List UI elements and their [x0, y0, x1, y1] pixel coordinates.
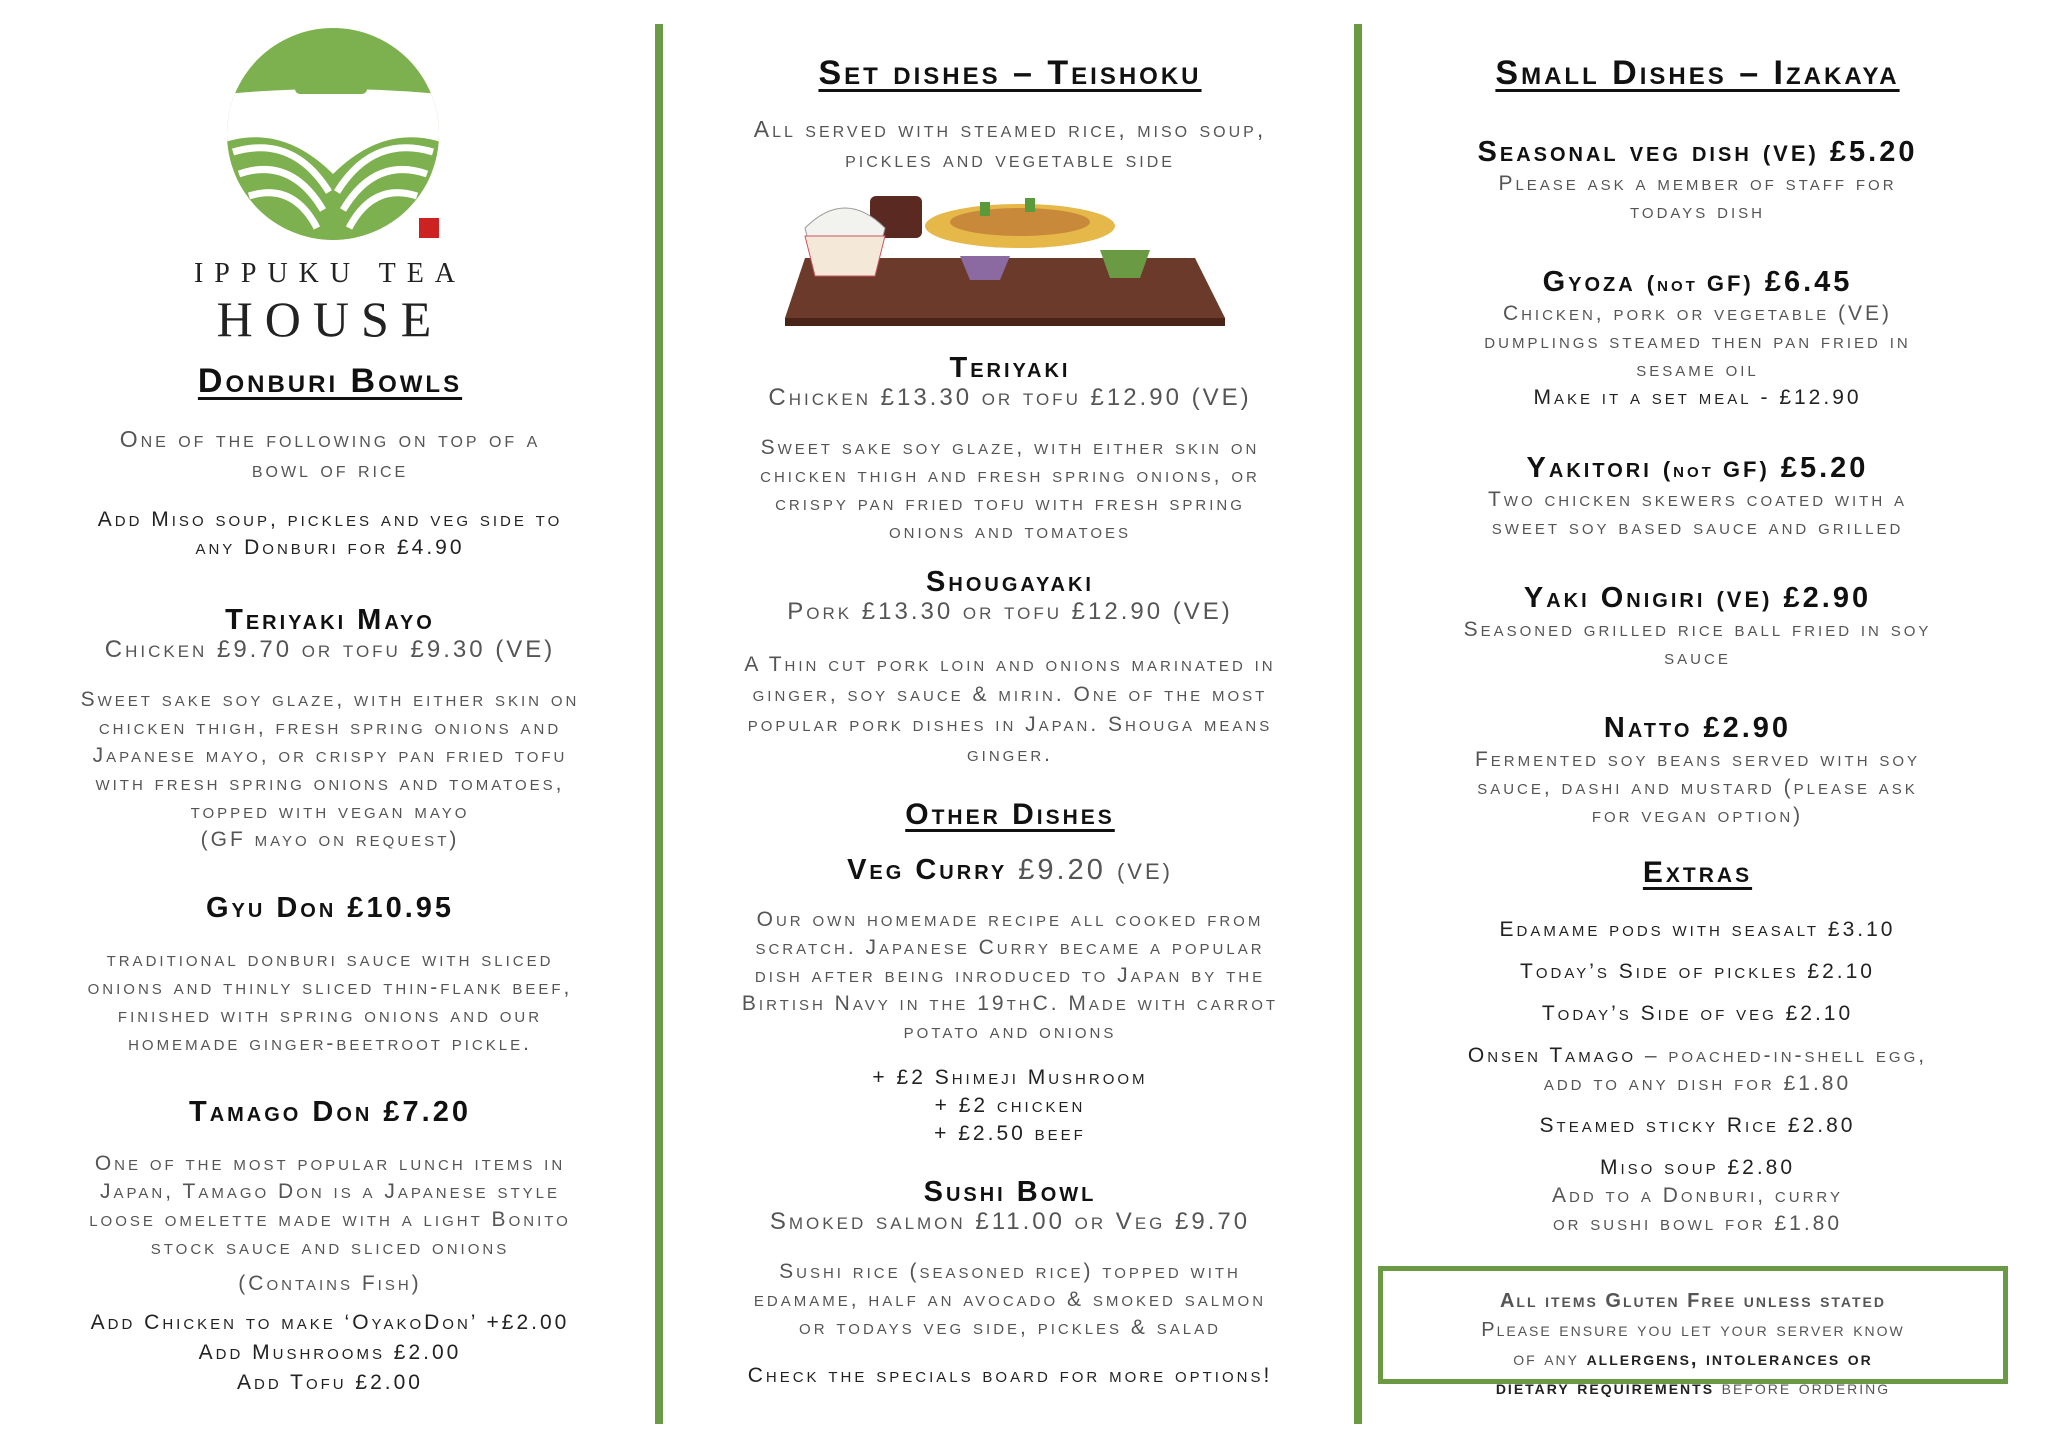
- brand-line-1: IPPUKU TEA: [193, 258, 467, 289]
- seasonal-veg-title: Seasonal veg dish (VE) £5.20: [1477, 136, 1918, 168]
- extra-edamame: Edamame pods with seasalt £3.10: [1499, 918, 1896, 941]
- gyu-don-title: Gyu Don £10.95: [205, 892, 455, 924]
- teriyaki-mayo-price: Chicken £9.70 or tofu £9.30 (VE): [104, 636, 556, 663]
- gyu-don-desc: traditional donburi sauce with sliced onions and thinly sliced thin-flank beef, finished with spring onions and our homemade ginger-beetroot pickle.: [87, 948, 573, 1055]
- extra-sticky-rice: Steamed sticky Rice £2.80: [1539, 1114, 1856, 1137]
- donburi-column: [40, 0, 620, 1448]
- natto-title: Natto £2.90: [1603, 712, 1792, 744]
- shougayaki-title: Shougayaki: [926, 566, 1094, 598]
- teishoku-tray-illustration: [775, 188, 1235, 338]
- teriyaki-mayo-desc: Sweet sake soy glaze, with either skin on chicken thigh, fresh spring onions and Japanese mayo, or crispy pan fried tofu with fresh spring onions and tomatoes, topped with vegan mayo (GF mayo on request): [80, 688, 580, 851]
- sushi-bowl-desc: Sushi rice (seasoned rice) topped with edamame, half an avocado & smoked salmon or todays veg side, pickles & salad: [753, 1260, 1267, 1339]
- gyoza-title: Gyoza (not GF) £6.45: [1542, 266, 1853, 298]
- donburi-intro: One of the following on top of a bowl of rice: [119, 426, 541, 482]
- allergen-notice: All items Gluten Free unless stated Please ensure you let your server know of any allergens, intolerances or dietary requirements before ordering: [1378, 1266, 2008, 1384]
- extras-heading: Extras: [1642, 856, 1753, 889]
- teriyaki-set-desc: Sweet sake soy glaze, with either skin on chicken thigh and fresh spring onions, or crispy pan fried tofu with fresh spring onions and tomatoes: [760, 436, 1260, 543]
- extra-onsen-tamago: Onsen Tamago – poached-in-shell egg, add to any dish for £1.80: [1467, 1044, 1928, 1095]
- veg-curry-extras: + £2 Shimeji Mushroom + £2 chicken + £2.50 beef: [872, 1066, 1148, 1145]
- sushi-bowl-price: Smoked salmon £11.00 or Veg £9.70: [769, 1208, 1251, 1235]
- yaki-onigiri-desc: Seasoned grilled rice ball fried in soy sauce: [1463, 618, 1932, 669]
- teriyaki-set-price: Chicken £13.30 or tofu £12.90 (VE): [768, 384, 1252, 411]
- other-dishes-heading: Other Dishes: [905, 798, 1115, 831]
- teriyaki-set-title: Teriyaki: [949, 352, 1071, 384]
- gyoza-desc: Chicken, pork or vegetable (VE) dumplings steamed then pan fried in sesame oil: [1484, 302, 1911, 381]
- donburi-heading: Donburi Bowls: [197, 362, 463, 400]
- yaki-onigiri-title: Yaki Onigiri (VE) £2.90: [1523, 582, 1872, 614]
- veg-curry-desc: Our own homemade recipe all cooked from scratch. Japanese Curry became a popular dish after being inroduced to Japan by the Birtish Navy in the 19thC. Made with carrot potato and onions: [741, 908, 1279, 1043]
- tamago-don-note: (Contains Fish): [238, 1272, 422, 1295]
- extra-miso-soup: Miso soup £2.80: [1599, 1156, 1796, 1179]
- extra-veg: Today’s Side of veg £2.10: [1541, 1002, 1854, 1025]
- tamago-don-title: Tamago Don £7.20: [188, 1096, 471, 1128]
- extra-pickles: Today’s Side of pickles £2.10: [1520, 960, 1875, 983]
- specials-note: Check the specials board for more options!: [747, 1364, 1273, 1387]
- tamago-don-desc: One of the most popular lunch items in Japan, Tamago Don is a Japanese style loose omelette made with a light Bonito stock sauce and sliced onions: [89, 1152, 571, 1259]
- seasonal-veg-desc: Please ask a member of staff for todays dish: [1498, 172, 1897, 223]
- veg-curry-title: Veg Curry £9.20 (VE): [847, 854, 1173, 886]
- ippuku-logo-icon: [223, 24, 443, 244]
- shougayaki-price: Pork £13.30 or tofu £12.90 (VE): [787, 598, 1233, 625]
- teishoku-column: [680, 0, 1340, 1448]
- teishoku-heading: Set dishes – Teishoku: [818, 54, 1202, 92]
- tamago-don-extras: Add Chicken to make ‘OyakoDon’ +£2.00 Add Mushrooms £2.00 Add Tofu £2.00: [90, 1311, 570, 1394]
- teriyaki-mayo-title: Teriyaki Mayo: [225, 604, 435, 636]
- column-divider-left: [655, 24, 663, 1424]
- yakitori-title: Yakitori (not GF) £5.20: [1526, 452, 1869, 484]
- gyoza-set-meal: Make it a set meal - £12.90: [1533, 386, 1862, 409]
- column-divider-right: [1354, 24, 1362, 1424]
- izakaya-heading: Small Dishes – Izakaya: [1495, 54, 1900, 92]
- yakitori-desc: Two chicken skewers coated with a sweet soy based sauce and grilled: [1487, 488, 1908, 539]
- sushi-bowl-title: Sushi Bowl: [923, 1176, 1097, 1208]
- extra-miso-desc: Add to a Donburi, curry or sushi bowl for £1.80: [1552, 1184, 1843, 1235]
- teishoku-intro: All served with steamed rice, miso soup, pickles and vegetable side: [753, 116, 1267, 172]
- natto-desc: Fermented soy beans served with soy sauce, dashi and mustard (please ask for vegan option): [1474, 748, 1921, 827]
- brand-line-2: HOUSE: [216, 291, 444, 347]
- shougayaki-desc: A Thin cut pork loin and onions marinated in ginger, soy sauce & mirin. One of the most popular pork dishes in Japan. Shouga means ginger.: [744, 653, 1276, 766]
- donburi-addon: Add Miso soup, pickles and veg side to any Donburi for £4.90: [97, 508, 563, 559]
- izakaya-column: [1390, 0, 2005, 1448]
